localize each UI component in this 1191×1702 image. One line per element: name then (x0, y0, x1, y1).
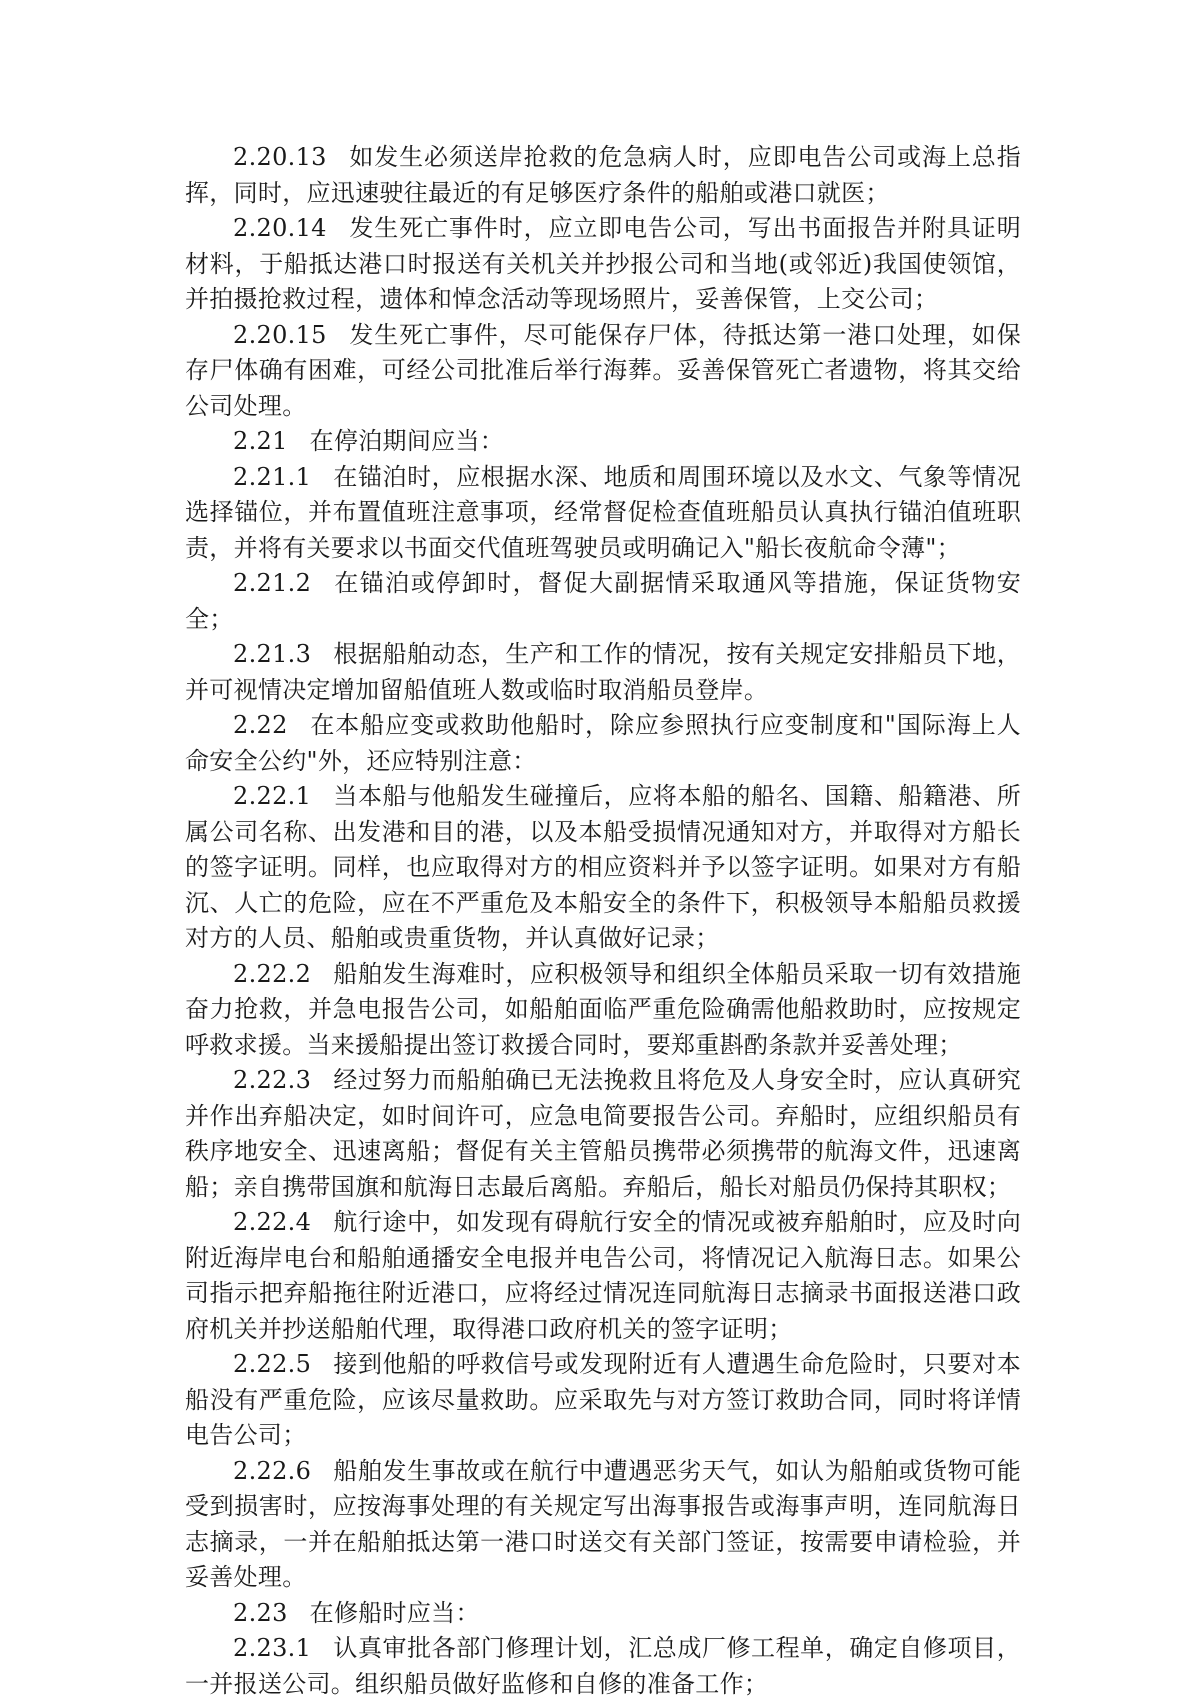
clause-text: 在锚泊时，应根据水深、地质和周围环境以及水文、气象等情况选择锚位，并布置值班注意事项，经常督促检查值班船员认真执行锚泊值班职责，并将有关要求以书面交代值班驾驶员或明确记入"船长夜航命令薄"； (185, 462, 1021, 562)
clause-number: 2.22.3 (233, 1066, 312, 1094)
clause-number: 2.21.1 (233, 462, 312, 491)
clause-text: 认真审批各部门修理计划，汇总成厂修工程单，确定自修项目，一并报送公司。组织船员做好监修和自修的准备工作； (185, 1634, 1021, 1698)
paragraph (185, 957, 1021, 1064)
paragraph (185, 566, 1021, 637)
clause-text: 船舶发生事故或在航行中遭遇恶劣天气，如认为船舶或货物可能受到损害时，应按海事处理的有关规定写出海事报告或海事声明，连同航海日志摘录，一并在船舶抵达第一港口时送交有关部门签证，按需要申请检验，并妥善处理。 (185, 1456, 1021, 1591)
paragraph (185, 140, 1021, 211)
clause-text: 经过努力而船舶确已无法挽救且将危及人身安全时，应认真研究并作出弃船决定，如时间许可，应急电简要报告公司。弃船时，应组织船员有秩序地安全、迅速离船；督促有关主管船员携带必须携带的航海文件，迅速离船；亲自携带国旗和航海日志最后离船。弃船后，船长对船员仍保持其职权； (185, 1066, 1021, 1201)
clause-number: 2.20.15 (233, 320, 327, 349)
clause-text: 根据船舶动态，生产和工作的情况，按有关规定安排船员下地，并可视情决定增加留船值班人数或临时取消船员登岸。 (185, 640, 1021, 704)
paragraph (185, 708, 1021, 779)
clause-text: 当本船与他船发生碰撞后，应将本船的船名、国籍、船籍港、所属公司名称、出发港和目的港，以及本船受损情况通知对方，并取得对方船长的签字证明。同样，也应取得对方的相应资料并予以签字证明。如果对方有船沉、人亡的危险，应在不严重危及本船安全的条件下，积极领导本船船员救援对方的人员、船舶或贵重货物，并认真做好记录； (185, 782, 1021, 952)
clause-text: 在修船时应当： (309, 1598, 480, 1627)
clause-number: 2.22.5 (233, 1350, 312, 1378)
paragraph (185, 1454, 1021, 1596)
paragraph (185, 1205, 1021, 1347)
clause-text: 如发生必须送岸抢救的危急病人时，应即电告公司或海上总指挥，同时，应迅速驶往最近的有足够医疗条件的船舶或港口就医； (185, 143, 1021, 207)
clause-text: 在停泊期间应当： (309, 427, 505, 455)
clause-number: 2.21.2 (233, 569, 312, 597)
paragraph (185, 424, 1021, 460)
clause-number: 2.22.6 (233, 1456, 312, 1485)
paragraph (185, 318, 1021, 425)
clause-number: 2.22.2 (233, 959, 312, 988)
paragraph (185, 637, 1021, 708)
clause-text: 在本船应变或救助他船时，除应参照执行应变制度和"国际海上人命安全公约"外，还应特别注意： (185, 711, 1021, 775)
clause-text: 船舶发生海难时，应积极领导和组织全体船员采取一切有效措施奋力抢救，并急电报告公司，如船舶面临严重危险确需他船救助时，应按规定呼救求援。当来援船提出签订救援合同时，要郑重斟酌条款并妥善处理； (185, 959, 1021, 1059)
clause-number: 2.21.3 (233, 640, 312, 668)
clause-number: 2.23 (233, 1598, 288, 1627)
paragraph (185, 1631, 1021, 1702)
clause-number: 2.22.4 (233, 1208, 312, 1236)
clause-number: 2.20.13 (233, 143, 327, 171)
paragraph (185, 1596, 1021, 1632)
clause-number: 2.21 (233, 427, 288, 455)
paragraph (185, 1063, 1021, 1205)
clause-number: 2.20.14 (233, 214, 327, 242)
clause-number: 2.22 (233, 711, 288, 739)
clause-number: 2.23.1 (233, 1634, 312, 1662)
paragraph (185, 460, 1021, 567)
paragraph (185, 779, 1021, 957)
clause-text: 在锚泊或停卸时，督促大副据情采取通风等措施，保证货物安全； (185, 569, 1021, 633)
clause-number: 2.22.1 (233, 782, 312, 810)
clause-text: 航行途中，如发现有碍航行安全的情况或被弃船舶时，应及时向附近海岸电台和船舶通播安全电报并电告公司，将情况记入航海日志。如果公司指示把弃船拖往附近港口，应将经过情况连同航海日志摘录书面报送港口政府机关并抄送船舶代理，取得港口政府机关的签字证明； (185, 1208, 1021, 1343)
paragraph (185, 1347, 1021, 1454)
paragraph (185, 211, 1021, 318)
document-body (185, 140, 1021, 1702)
clause-text: 发生死亡事件时，应立即电告公司，写出书面报告并附具证明材料，于船抵达港口时报送有关机关并抄报公司和当地(或邻近)我国使领馆，并拍摄抢救过程，遗体和悼念活动等现场照片，妥善保管，上交公司； (185, 214, 1021, 313)
clause-text: 发生死亡事件，尽可能保存尸体，待抵达第一港口处理，如保存尸体确有困难，可经公司批准后举行海葬。妥善保管死亡者遗物，将其交给公司处理。 (185, 320, 1021, 420)
clause-text: 接到他船的呼救信号或发现附近有人遭遇生命危险时，只要对本船没有严重危险，应该尽量救助。应采取先与对方签订救助合同，同时将详情电告公司； (185, 1350, 1021, 1449)
